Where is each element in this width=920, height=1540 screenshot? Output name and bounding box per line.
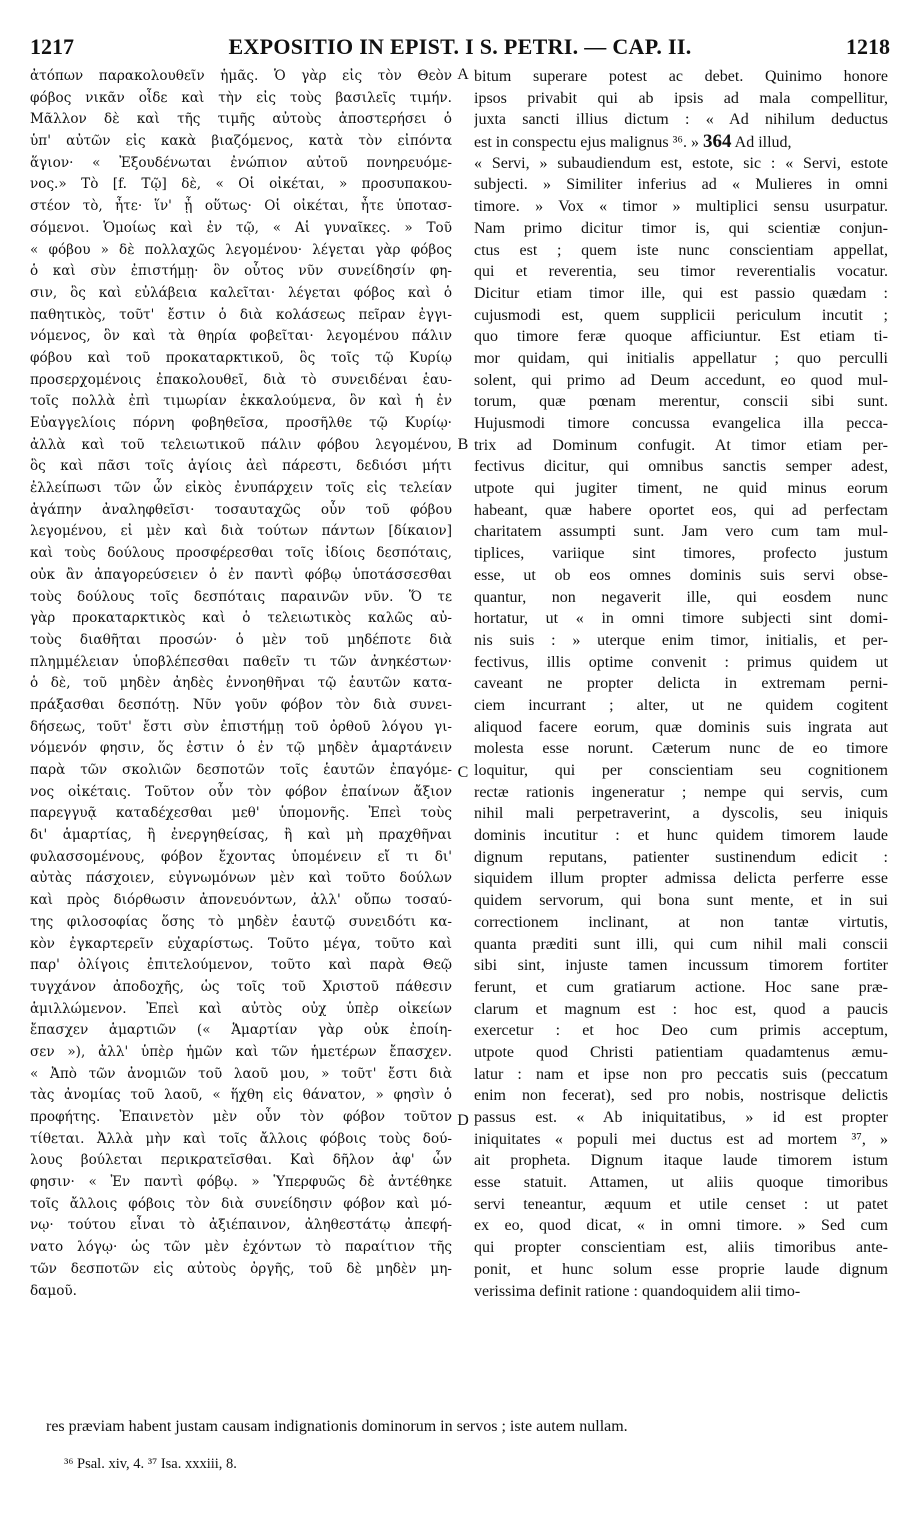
greek-line: στέον τὸ, ἦτε· ἵν' ᾖ οὕτως· Οἱ οἰκέται, ἦτε ὑποτασ- — [30, 198, 452, 215]
latin-line: molesta esse norunt. Cæterum nunc de eo timore — [474, 740, 888, 758]
latin-line: passus est. « Ab iniquitatibus, » id est propter — [474, 1109, 888, 1126]
latin-line: utpote quod Christi patientiam quadamtenus æmu- — [474, 1043, 888, 1061]
latin-column — [474, 66, 888, 1302]
greek-line: Μᾶλλον δὲ καὶ τῆς τιμῆς αὐτοὺς ἀποστερήσει ὁ — [30, 111, 452, 128]
latin-line: clarum et magnum est : hoc est, quod a paucis — [474, 1000, 888, 1018]
greek-line: « Ἀπὸ τῶν ἀνομιῶν τοῦ λαοῦ μου, » τοῦτ' ἔστι διὰ — [30, 1065, 452, 1082]
latin-line: ctus est ; quem iste nunc conscientiam appellat, — [474, 241, 888, 259]
greek-line: ἐλλείπωσι τῶν ὧν εἰκὸς ἐνυπάρχειν τοῖς εἰς τελείαν — [30, 480, 452, 497]
greek-line: ἅγιον· « Ἐξουδένωται ἐνώπιον αὐτοῦ πονηρευόμε- — [30, 154, 452, 171]
greek-line: της φιλοσοφίας ὅσης τὸ μηδὲν ἑαυτῷ συνειδότι κα- — [30, 913, 452, 930]
margin-letter-d: D — [457, 1112, 469, 1129]
greek-line: ὁ δὲ, τοῦ μηδὲν ἀηδὲς ἐννοηθῆναι τῷ ἑαυτῶν κατα- — [30, 675, 452, 692]
latin-line: verissima definit ratione : quandoquidem alii timo- — [474, 1282, 801, 1300]
margin-letter-b: B — [457, 436, 469, 453]
latin-line: qui et reverentia, seu timor reverentialis vocatur. — [474, 263, 888, 281]
latin-line: ipsos privabit qui ab ipsis ad mala compellitur, — [474, 89, 888, 107]
latin-line: exercetur : et hoc Deo cum primis acceptum, — [474, 1022, 888, 1040]
greek-line: τῶν δεσποτῶν εἰς αὐτοὺς ὀργῆς, τοῦ δὲ μηδὲν μη- — [30, 1260, 452, 1277]
column-number: 364 — [703, 131, 732, 153]
latin-line: qui propter conscientiam est, aliis timoribus ante- — [474, 1239, 888, 1257]
latin-line: Dicitur etiam timor ille, qui est passio quædam : — [474, 284, 888, 302]
greek-line: νατο λόγῳ· ὡς τῶν μὲν ἐχόντων τὸ παραίτιον τῆς — [30, 1239, 452, 1256]
greek-line: τοῖς πολλὰ ἐπὶ τιμωρίαν ἐκκαλούμενα, ὃν καὶ ἡ ἐν — [30, 393, 452, 410]
greek-line: λεγομένου, εἰ μὲν καὶ διὰ τούτων πάντων [δίκαιον] — [30, 523, 452, 540]
latin-line: « Servi, » subaudiendum est, estote, sic : « Servi, estote — [474, 154, 888, 172]
latin-line: Hujusmodi timore concussa evangelica illa pecca- — [474, 415, 888, 432]
latin-line: nis suis : » uterque enim timor, initialis, et per- — [474, 631, 888, 649]
greek-line: παρεγγυᾷ καταδέχεσθαι μεθ' ὑπομονῆς. Ἐπεὶ τοὺς — [30, 805, 452, 822]
latin-line: quantur, non negaverit ille, qui eosdem nunc — [474, 588, 888, 606]
margin-letter-c: C — [457, 764, 469, 781]
greek-line: τίθεται. Ἀλλὰ μὴν καὶ τοῖς ἄλλοις φόβοις τοὺς δού- — [30, 1130, 452, 1147]
latin-line: dominis incutitur : et hunc quidem timorem laude — [474, 827, 888, 845]
greek-line: ὃς καὶ πᾶσι τοῖς ἁγίοις ἀεὶ πάρεστι, δεδιόσι μήτι — [30, 458, 452, 475]
greek-line: τοὺς δούλους τοῖς δεσπόταις παραινῶν νῦν. Ὅ τε — [30, 588, 452, 605]
greek-line: ἁμιλλώμενον. Ἐπεὶ καὶ αὐτὸς οὐχ ὑπὲρ οἰκείων — [30, 1000, 452, 1017]
running-header — [30, 34, 890, 64]
latin-line: hortatur, ut « in omni timore subjecti sint domi- — [474, 610, 888, 628]
latin-line: enim non fecerat), sed pro nobis, nostrisque delictis — [474, 1087, 888, 1105]
greek-line: παρὰ τῶν σκολιῶν δεσποτῶν τοῖς ἑαυτῶν ἐπαγόμε- — [30, 762, 452, 778]
final-full-width-line: res præviam habent justam causam indignationis dominorum in servos ; iste autem nullam. — [46, 1418, 628, 1435]
greek-line: σεν »), ἀλλ' ὑπὲρ ἡμῶν καὶ τῶν ἡμετέρων ἔπασχεν. — [30, 1043, 452, 1060]
latin-line: ferunt, et cum gratiarum actione. Hoc sane præ- — [474, 978, 888, 996]
latin-line: cujusmodi est, quem supplicii periculum incutit ; — [474, 306, 888, 324]
greek-line: ἔπασχεν ἁμαρτιῶν (« Ἁμαρτίαν γὰρ οὐκ ἐποίη- — [30, 1022, 452, 1039]
latin-line: habeant, quæ habere oportet eos, qui ad perfectam — [474, 501, 888, 519]
greek-line: καὶ πρὸς διόρθωσιν ἀπονευόντων, ἀλλ' οὔπω τοσαύ- — [30, 892, 452, 909]
footnotes: ³⁶ Psal. xiv, 4. ³⁷ Isa. xxxiii, 8. — [64, 1456, 237, 1472]
greek-line: δαμοῦ. — [30, 1282, 77, 1299]
latin-line: quo timore feræ quoque afficiuntur. Est etiam ti- — [474, 328, 888, 346]
greek-line: σόμενοι. Ὁμοίως καὶ ἐν τῷ, « Αἱ γυναῖκες. » Τοῦ — [30, 219, 452, 236]
greek-line: τοὺς διαθῆται προσών· ὁ μὲν τοῦ μηδέποτε διὰ — [30, 631, 452, 648]
greek-column — [30, 66, 452, 1302]
latin-line: timore. » Vox « timor » multiplici sensu usurpatur. — [474, 198, 888, 216]
greek-line: τυγχάνον ἀποδοχῆς, ὡς τοῖς τοῦ Χριστοῦ πάθεσιν — [30, 978, 452, 995]
greek-line: σιν, ὃς καὶ εὐλάβεια καλεῖται· λέγεται φόβος καὶ ὁ — [30, 284, 452, 301]
latin-line: aliquod facere eorum, quæ dominis suis ingrata aut — [474, 718, 888, 736]
greek-line: « φόβου » δὲ πολλαχῶς λεγομένου· λέγεται γὰρ φόβος — [30, 241, 452, 258]
latin-line: correctionem inclinant, at non tantæ virtutis, — [474, 913, 888, 931]
latin-line: subjecti. » Similiter inferius ad « Mulieres in omni — [474, 176, 888, 194]
greek-line: φόβου καὶ τοῦ προκαταρκτικοῦ, ὃς τοῖς τῷ Κυρίῳ — [30, 349, 452, 366]
latin-line: Nam primo dicitur timor is, qui scientiæ conjun- — [474, 219, 888, 237]
greek-line: νόμενος, ὃν καὶ τὰ θηρία φοβεῖται· λεγομένου πάλιν — [30, 328, 452, 345]
greek-line: προσερχομένοις ἐπακολουθεῖ, διὰ τὸ συνειδέναι ἑαυ- — [30, 371, 452, 388]
latin-line: servi teneantur, æquum et utile censet : ut patet — [474, 1195, 888, 1213]
latin-line: fectivus dicitur, qui omnibus sanctis semper adest, — [474, 458, 888, 476]
latin-line: quanta præditi sunt illi, qui cum nihil mali conscii — [474, 935, 888, 953]
latin-line: nihil mali perpetraverint, a dyscolis, seu iniquis — [474, 805, 888, 823]
greek-line: δι' ἁμαρτίας, ἢ ἐνεργηθείσας, ἢ καὶ μὴ πραχθῆναι — [30, 827, 452, 844]
latin-line: quidem servorum, qui bona sunt mente, et in sui — [474, 892, 888, 910]
latin-line-text: est in conspectu ejus malignus ³⁶. » — [474, 134, 700, 152]
latin-line — [474, 131, 888, 153]
latin-line: mor quidam, qui initialis appellatur ; quo perculli — [474, 349, 888, 367]
latin-line: siquidem illum propter admissa delicta perferre esse — [474, 870, 888, 888]
latin-line: ciem incurrant ; alter, ut ne quidem cogitent — [474, 696, 888, 714]
greek-line: τὰς ἀνομίας τοῦ λαοῦ, « ἥχθη εἰς θάνατον, » φησὶν ὁ — [30, 1087, 452, 1104]
latin-line: esse statuit. Attamen, ut aliis quoque timoribus — [474, 1174, 888, 1192]
latin-line: ait propheta. Dignum itaque laude timorem istum — [474, 1152, 888, 1170]
latin-line: bitum superare potest ac debet. Quinimo honore — [474, 68, 888, 85]
greek-line: γὰρ προκαταρκτικὸς καὶ ὁ τελειωτικὸς καλῶς αὐ- — [30, 610, 452, 627]
greek-line: πλημμέλειαν ὑποβλέπεσθαι παθεῖν τι τῶν ἀνηκέστων· — [30, 653, 452, 670]
latin-line: iniquitates « populi mei ductus est ad mortem ³⁷, » — [474, 1130, 888, 1148]
column-number-tail: Ad illud, — [734, 134, 792, 152]
latin-line: sibi sint, injuste tamen incussum timorem fortiter — [474, 957, 888, 975]
latin-line: latur : nam et ipse non pro peccatis suis (peccatum — [474, 1065, 888, 1083]
latin-line: dignum reputans, patienter sustinendum edicit : — [474, 848, 888, 866]
latin-line: trix ad Dominum confugit. At timor etiam per- — [474, 436, 888, 454]
greek-line: φυλασσομένους, φόβον ἔχοντας ὑπομένειν εἴ τι δι' — [30, 848, 452, 865]
greek-line: οὐκ ἂν ἀπαγορεύσειεν ὁ ἐν παντὶ φόβῳ ὑποτάσσεσθαι — [30, 566, 452, 583]
greek-line: καὶ τοὺς δούλους προσφέρεσθαι τοῖς ἰδίοις δεσπόταις, — [30, 545, 452, 562]
greek-line: ἀγάπην ἀναληφθεῖσι· τοσαυταχῶς οὖν τοῦ φόβου — [30, 501, 452, 518]
page-number-left: 1217 — [30, 34, 74, 59]
latin-line: loquitur, qui per conscientiam seu cognitionem — [474, 762, 888, 779]
latin-line: charitatem assumpti sunt. Jam vero cum tam mul- — [474, 523, 888, 541]
greek-line: ἀλλὰ καὶ τοῦ τελειωτικοῦ πάλιν φόβου λεγομένου, — [30, 436, 452, 453]
greek-line: προφήτης. Ἐπαινετὸν μὲν οὖν τὸν φόβον τοῦτον — [30, 1109, 452, 1125]
greek-line: τοῖς ἄλλοις φόβοις τὸν διὰ συνείδησιν φόβον καὶ μό- — [30, 1195, 452, 1212]
latin-line: ponit, et hunc solum esse proprie laude dignum — [474, 1260, 888, 1278]
greek-line: νόμενόν φησιν, ὅς ἐστιν ὁ ἐν τῷ μηδὲν ἁμαρτάνειν — [30, 740, 452, 757]
greek-line: νῳ· τούτου εἶναι τὸ ἀξιέπαινον, ἀληθεστάτῳ ἀπεφή- — [30, 1217, 452, 1234]
greek-line: πράξασθαι δεσπότῃ. Νῦν γοῦν φόβον τὸν διὰ συνει- — [30, 696, 452, 713]
running-title: EXPOSITIO IN EPIST. I S. PETRI. — CAP. II. — [228, 34, 692, 59]
greek-line: παθητικὸς, τοῦτ' ἔστιν ὁ διὰ κολάσεως πεῖραν ἐγγι- — [30, 306, 452, 323]
greek-line: κὸν ἐγκαρτερεῖν εὐχαρίστως. Τοῦτο μέγα, τοῦτο καὶ — [30, 935, 452, 952]
latin-line: tiplices, variique sint timores, profecto justum — [474, 545, 888, 563]
greek-line: ἀτόπων παρακολουθεῖν ἡμᾶς. Ὁ γὰρ εἰς τὸν Θεὸν — [30, 68, 452, 84]
margin-letter-a: A — [457, 66, 469, 83]
latin-line: caveant ne propter delicta in extremam perni- — [474, 675, 888, 693]
greek-line: λους βούλεται περικρατεῖσθαι. Καὶ δῆλον ἀφ' ὧν — [30, 1152, 452, 1169]
greek-line: δήσεως, τοῦτ' ἔστι σὺν ἐπιστήμῃ τοῦ ὀρθοῦ λόγου γι- — [30, 718, 452, 735]
greek-line: νος οἰκέταις. Τοῦτον οὖν τὸν φόβον ἐπαίνων ἄξιον — [30, 783, 452, 800]
latin-line: esse, ut ob eos omnes dominis suis servi obse- — [474, 566, 888, 584]
greek-line: Εὐαγγελίοις πόρνη φοβηθεῖσα, προσῆλθε τῷ Κυρίῳ· — [30, 415, 452, 431]
greek-line: ὁ καὶ σὺν ἐπιστήμῃ· ὃν οὗτος νῦν συνείδησίν φη- — [30, 263, 452, 280]
greek-line: αὐτὰς πάσχοιεν, εὐγνωμόνων μὲν καὶ τοῦτο δούλων — [30, 870, 452, 887]
latin-line: juxta sancti illius dictum : « Ad nihilum deductus — [474, 111, 888, 129]
latin-line: rectæ rationis ingeneratur ; nempe qui servis, cum — [474, 783, 888, 801]
greek-line: παρ' ὀλίγοις ἐπιτελούμενον, τοῦτο καὶ παρὰ Θεῷ — [30, 957, 452, 974]
page-number-right: 1218 — [846, 34, 890, 59]
greek-line: νος.» Τὸ [f. Τῷ] δὲ, « Οἱ οἰκέται, » προσυπακου- — [30, 176, 452, 193]
latin-line: utpote qui jugiter timent, ne quid minus eorum — [474, 480, 888, 498]
latin-line: torum, quæ pœnam merentur, conscii sibi sunt. — [474, 393, 888, 411]
latin-line: fectivus, illis optime convenit : primus quidem ut — [474, 653, 888, 671]
greek-line: φησιν· « Ἐν παντὶ φόβῳ. » Ὑπερφυῶς δὲ ἀντέθηκε — [30, 1174, 452, 1191]
greek-line: ὑπ' αὐτῶν εἰς κακὰ βιαζόμενος, κατὰ τὸν εἰπόντα — [30, 133, 452, 150]
latin-line: solent, qui primo ad Deum accedunt, eo quod mul- — [474, 371, 888, 389]
latin-line: ex eo, quod dicat, « in omni timore. » Sed cum — [474, 1217, 888, 1235]
greek-line: φόβος νικᾶν οἶδε καὶ τὴν εἰς τοὺς βασιλεῖς τιμήν. — [30, 89, 452, 106]
